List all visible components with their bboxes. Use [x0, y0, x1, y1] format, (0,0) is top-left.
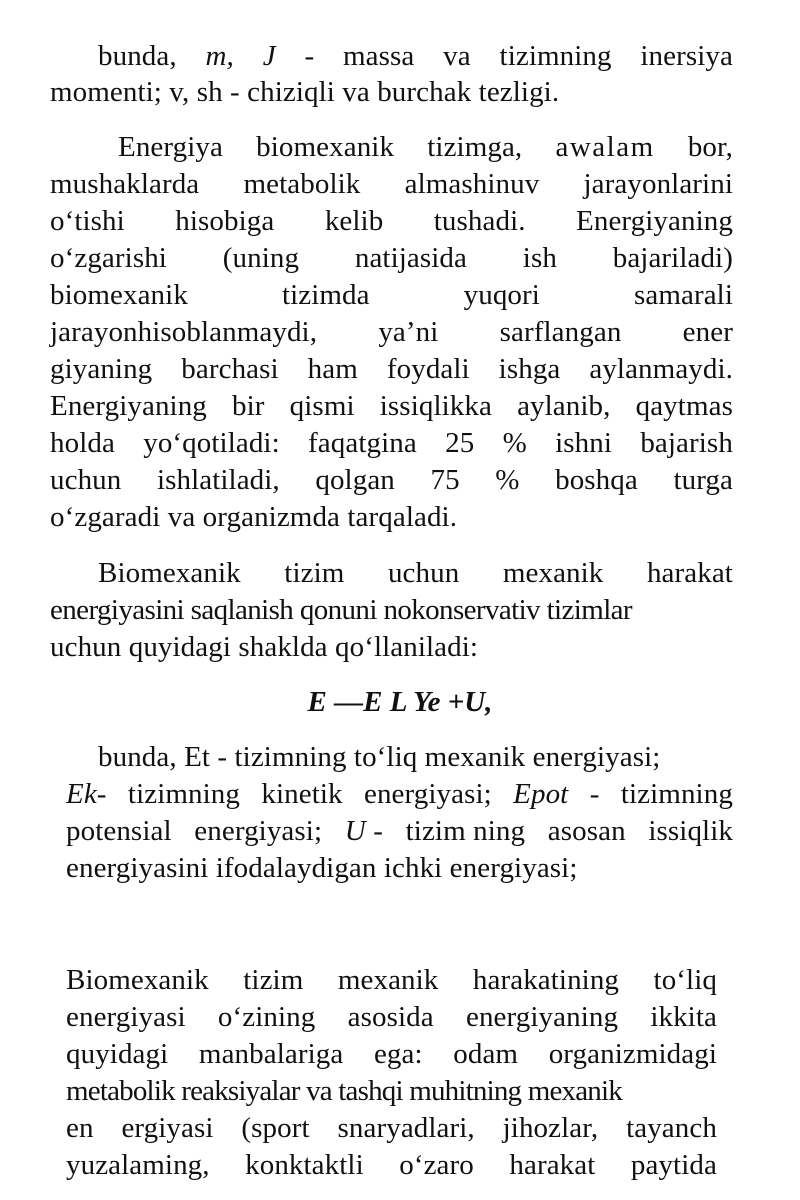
word: bunda,: [98, 40, 177, 72]
word: energiyaning: [465, 1001, 619, 1033]
text: momenti; v, sh - chiziqli va burchak tezligi.: [50, 76, 560, 108]
word: barchasi: [181, 353, 279, 385]
word: aylanib,: [517, 390, 611, 422]
word: mexanik: [502, 557, 604, 589]
text-line: [50, 629, 478, 665]
word: va: [443, 40, 471, 72]
text-line: [66, 776, 733, 812]
word: Biomexanik: [98, 557, 241, 589]
word: tizim ning: [405, 815, 526, 847]
word: odam: [453, 1038, 519, 1070]
word: manbalariga: [198, 1038, 344, 1070]
text: energiyasini ifodalaydigan ichki energiyasi;: [66, 852, 578, 884]
word: m,: [205, 40, 234, 72]
word: holda: [50, 427, 115, 459]
word: ham: [307, 353, 358, 385]
word: turga: [673, 464, 733, 496]
word: yuqori: [463, 279, 540, 311]
text-line: [50, 277, 733, 313]
text-line: [98, 555, 733, 591]
word: jarayonlarini: [583, 168, 733, 200]
word: ergiyasi: [121, 1112, 214, 1144]
text-line: [50, 592, 632, 628]
text-line: [50, 203, 733, 239]
word: ya’ni: [378, 316, 439, 348]
word: mushaklarda: [50, 168, 200, 200]
word: jarayonhisoblanmaydi,: [50, 316, 318, 348]
word: jihozlar,: [502, 1112, 599, 1144]
word: harakat: [646, 557, 733, 589]
word: tayanch: [626, 1112, 717, 1144]
word: J: [262, 40, 276, 72]
text-line: [50, 314, 733, 350]
word: energiyasi;: [194, 815, 323, 847]
word: tizim: [243, 964, 304, 996]
word: ega:: [373, 1038, 423, 1070]
word: bajariladi): [612, 242, 733, 274]
word: Energiyaning: [576, 205, 733, 237]
word: -: [589, 778, 600, 810]
text-line: [50, 462, 733, 498]
word: Energiyaning: [50, 390, 207, 422]
word: qismi: [289, 390, 355, 422]
word: ishni: [555, 427, 613, 459]
word: ishga: [498, 353, 561, 385]
word: ener: [682, 316, 733, 348]
text-line: [98, 38, 733, 74]
word: harakatining: [472, 964, 620, 996]
text-line: [50, 74, 559, 110]
word: bor,: [687, 131, 733, 163]
word: foydali: [386, 353, 470, 385]
word: konktaktli: [245, 1149, 364, 1181]
word: kinetik: [261, 778, 343, 810]
word: Biomexanik: [66, 964, 209, 996]
word: almashinuv: [404, 168, 540, 200]
text-line: [66, 962, 717, 998]
word: -: [304, 40, 315, 72]
word: %: [502, 427, 527, 459]
text-line: [66, 1036, 717, 1072]
word: tizimning: [620, 778, 733, 810]
word: boshqa: [555, 464, 638, 496]
text: bunda, Et - tizimning to‘liq mexanik energiyasi;: [98, 741, 661, 773]
text-line: [50, 388, 733, 424]
word: yo‘qotiladi:: [143, 427, 280, 459]
word: giyaning: [50, 353, 153, 385]
energy-formula: E —E L Ye +U,: [307, 686, 493, 718]
word: U -: [344, 815, 383, 847]
word: paytida: [630, 1149, 717, 1181]
word: Epot: [513, 778, 569, 810]
word: sarflangan: [499, 316, 622, 348]
word: biomexanik: [256, 131, 395, 163]
word: o‘tishi: [50, 205, 125, 237]
word: tizimda: [281, 279, 370, 311]
text-line: [66, 1147, 717, 1183]
word: yuzalaming,: [66, 1149, 210, 1181]
word: asosida: [347, 1001, 434, 1033]
text: uchun quyidagi shaklda qo‘llaniladi:: [50, 631, 479, 663]
word: quyidagi: [66, 1038, 169, 1070]
word: ishlatiladi,: [156, 464, 280, 496]
word: harakat: [509, 1149, 596, 1181]
word: o‘zining: [217, 1001, 316, 1033]
word: mexanik: [337, 964, 439, 996]
word: ikkita: [650, 1001, 717, 1033]
text-line: [50, 499, 457, 535]
word: tizim: [284, 557, 345, 589]
word: massa: [343, 40, 415, 72]
text-line: [50, 351, 733, 387]
word: qolgan: [315, 464, 395, 496]
word: (sport: [241, 1112, 310, 1144]
text-line: [66, 813, 733, 849]
word: issiqlik: [648, 815, 733, 847]
word: bajarish: [640, 427, 733, 459]
word: tushadi.: [433, 205, 526, 237]
text-line: [66, 1110, 717, 1146]
word: snaryadlari,: [337, 1112, 475, 1144]
text-line: [50, 425, 733, 461]
word: (uning: [222, 242, 300, 274]
word: metabolik: [243, 168, 361, 200]
word: natijasida: [354, 242, 467, 274]
text-line: [50, 240, 733, 276]
word: uchun: [387, 557, 460, 589]
word: faqatgina: [308, 427, 417, 459]
word: aylanmaydi.: [589, 353, 733, 385]
word: tizimning: [499, 40, 612, 72]
word: o‘zaro: [399, 1149, 474, 1181]
word: hisobiga: [175, 205, 275, 237]
word: biomexanik: [50, 279, 188, 311]
word: ish: [522, 242, 557, 274]
text-line: [66, 999, 717, 1035]
word: kelib: [324, 205, 384, 237]
word: samarali: [633, 279, 733, 311]
word: asosan: [547, 815, 626, 847]
word: tizimga,: [427, 131, 523, 163]
text-line: [66, 1073, 622, 1109]
word: %: [495, 464, 520, 496]
word: potensial: [66, 815, 172, 847]
word: qaytmas: [635, 390, 733, 422]
word: energiyasi;: [363, 778, 492, 810]
text-line: [118, 129, 733, 165]
word: uchun: [50, 464, 122, 496]
word: Ek-: [66, 778, 107, 810]
text: energiyasini saqlanish qonuni nokonservativ tizimlar: [50, 594, 632, 626]
text-line: [98, 739, 660, 775]
word: bir: [232, 390, 265, 422]
word: o‘zgarishi: [50, 242, 167, 274]
word: to‘liq: [653, 964, 717, 996]
word: 25: [445, 427, 475, 459]
word: issiqlikka: [379, 390, 492, 422]
word: 75: [430, 464, 460, 496]
text: metabolik reaksiyalar va tashqi muhitning mexanik: [66, 1075, 622, 1107]
word: organizmidagi: [548, 1038, 717, 1070]
word: awalam: [555, 131, 655, 163]
word: Energiya: [118, 131, 223, 163]
word: inersiya: [640, 40, 733, 72]
word: energiyasi: [66, 1001, 186, 1033]
text-line: [66, 850, 578, 886]
word: en: [66, 1112, 94, 1144]
text-line: [50, 166, 733, 202]
word: tizimning: [127, 778, 240, 810]
text: o‘zgaradi va organizmda tarqaladi.: [50, 501, 458, 533]
